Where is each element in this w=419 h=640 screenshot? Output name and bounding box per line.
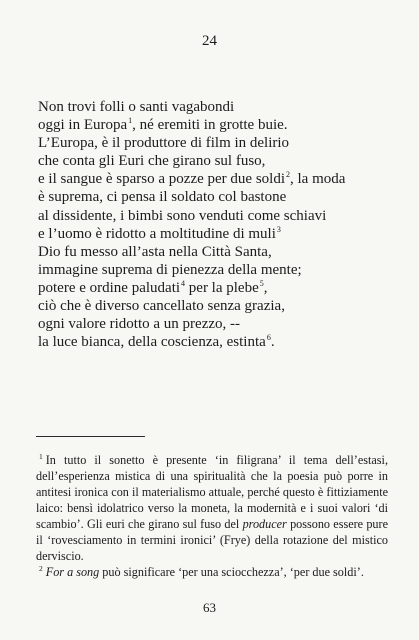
verse-line: la luce bianca, della coscienza, estinta$^6$. xyxy=(38,333,275,351)
verse-line: è suprema, ci pensa il soldato col bastone xyxy=(38,189,287,206)
page-number: 63 xyxy=(203,600,216,615)
footnote-2: $^2$ For a song può significare ‘per una sciocchezza’, ‘per due soldi’. xyxy=(39,564,364,579)
footnote-separator xyxy=(36,436,145,437)
verse-line: Dio fu messo all’asta nella Città Santa, xyxy=(38,244,272,260)
verse-line: che conta gli Euri che girano sul fuso, xyxy=(38,153,266,170)
stanza-1 xyxy=(38,98,388,243)
footnote-ref: 2 xyxy=(286,170,290,180)
footnote-ref: 5 xyxy=(259,279,264,289)
verse-line: al dissidente, i bimbi sono venduti come schiavi xyxy=(38,207,327,224)
verse-line: e il sangue è sparso a pozze per due soldi$^2$, la moda xyxy=(38,170,346,188)
footnote-ref: 1 xyxy=(128,116,133,126)
verse-line: potere e ordine paludati$^4$ per la plebe$^5$, xyxy=(38,279,268,297)
verse-line: immagine suprema di pienezza della mente; xyxy=(38,262,302,279)
verse-line: oggi in Europa$^1$, né eremiti in grotte buie. xyxy=(38,116,288,134)
verse-line: Non trovi folli o santi vagabondi xyxy=(38,99,235,115)
verse-line: ogni valore ridotto a un prezzo, -- xyxy=(38,316,241,333)
footnote-ref: 6 xyxy=(266,333,271,343)
footnote-ref: 4 xyxy=(181,279,186,289)
verse-line: L’Europa, è il produttore di film in delirio xyxy=(38,135,290,152)
verse-line: e l’uomo è ridotto a moltitudine di muli$^3$ xyxy=(38,224,281,242)
poem-number: 24 xyxy=(202,33,217,49)
verse-line: ciò che è diverso cancellato senza grazia, xyxy=(38,298,285,315)
footnote-ref: 3 xyxy=(276,224,281,234)
footnote-1: $^1$ In tutto il sonetto è presente ‘in filigrana’ il tema dell’estasi, dell’esperienza mistica di una spiritualità che la poesia può porre in antitesi ironica con il materialismo attuale, perché questo è fittiziamente laico: bensì idolatrico verso la moneta, la modernità e i suoi valori ‘di scambio’. Gli euri che girano sul fuso del producer possono essere pure il ‘rovesciamento in termini ironici’ (Frye) della rotazione del mistico derviscio. xyxy=(36,452,388,563)
stanza-2 xyxy=(38,243,388,352)
footnotes xyxy=(36,452,388,580)
